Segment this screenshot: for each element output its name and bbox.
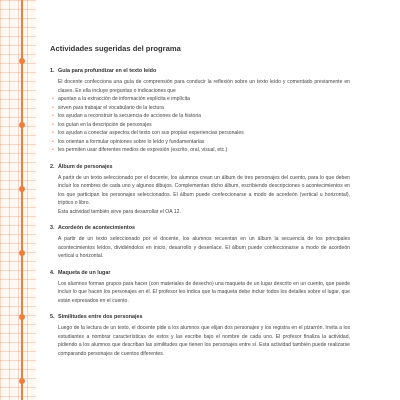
section-heading: Acordeón de acontecimientos	[58, 225, 135, 231]
list-item: • sirven para trabajar el vocabulario de la lectura	[58, 104, 350, 113]
section-body: A partir de un texto seleccionado por el docente, los alumnos crean un álbum de tres personajes del cuento, para lo que deben incluir los nombres de cada uno y algunos dibujos. Complementan dicho álbum, escribiendo descripciones o acontecimientos en los que participan los personajes seleccionados. El álbum puede confeccionarse a modo de acordeón (vertical u horizontal), tríptico o libro.	[58, 174, 350, 206]
section-heading: Álbum de personajes	[58, 163, 113, 170]
list-item: • los orientan a formular opiniones sobre lo leído y fundamentarlas	[58, 138, 350, 147]
section-heading: Guía para profundizar en el texto leído	[58, 68, 157, 74]
section-body: A partir de un texto seleccionado por el docente, los alumnos recuentan en un álbum la secuencia de los principales acontecimientos leídos, dividiéndolos en inicio, desarrollo y desenlace. El álbum puede confeccionarse a modo de acordeón vertical u horizontal.	[58, 236, 350, 259]
page-title: Actividades sugeridas del programa	[50, 44, 181, 53]
list-item: • apuntan a la extracción de información explícita e implícita	[58, 95, 350, 104]
list-item: • les permiten usar diferentes medios de expresión (escrito, oral, visual, etc.)	[58, 146, 350, 155]
section-body: Luego de la lectura de un texto, el docente pide a los alumnos que elijan dos personajes y los registra en el pizarrón. Invita a los estudiantes a nombrar características de estos y las escribe bajo el nombre de cada uno. El profesor finaliza la actividad, pidiendo a los alumnos que describan las similitudes que tienen los personajes entre sí. Esta actividad también puede realizarse comparando personajes de cuentos diferentes.	[58, 325, 350, 357]
grid-margin-strip	[0, 0, 36, 400]
section-number: 2.	[50, 163, 55, 170]
section-heading: Similitudes entre dos personajes	[58, 314, 143, 320]
section-note: Esta actividad también sirve para desarrollar el OA 12.	[58, 208, 181, 215]
section-number: 4.	[50, 269, 55, 276]
margin-dot	[19, 250, 25, 256]
activity-section	[50, 164, 350, 217]
section-heading: Maqueta de un lugar	[58, 269, 111, 276]
section-number: 3.	[50, 225, 55, 231]
page-content	[50, 44, 350, 367]
margin-dot	[19, 378, 25, 384]
section-number: 5.	[50, 314, 55, 320]
list-item: • los ayudan a conectar aspectos del texto con sus propias experiencias personales	[58, 129, 350, 138]
list-item: • los guían en la descripción de personajes	[58, 121, 350, 130]
margin-dot	[19, 186, 25, 192]
list-item: • los ayudan a reconstruir la secuencia de acciones de la historia	[58, 112, 350, 121]
section-body: Los alumnos forman grupos para hacer (con materiales de desecho) una maqueta de un lugar descrito en un cuento, que puede incluir lo que hacen los personajes en él. El profesor les indica que la maqueta debe incluir todos los detalles sobre el lugar, que están expresados en el cuento.	[58, 280, 350, 304]
activity-section	[50, 68, 350, 155]
bullet-list	[50, 95, 350, 155]
section-number: 1.	[50, 68, 55, 74]
activity-section	[50, 314, 350, 358]
activity-section	[50, 225, 350, 261]
margin-dot	[19, 122, 25, 128]
margin-dot	[19, 58, 25, 64]
margin-dot	[19, 314, 25, 320]
section-intro: El docente confecciona una guía de comprensión para conducir la reflexión sobre un texto leído y comentado previamente en clases. En ella incluye preguntas o indicaciones que	[58, 79, 350, 94]
activity-section	[50, 270, 350, 306]
